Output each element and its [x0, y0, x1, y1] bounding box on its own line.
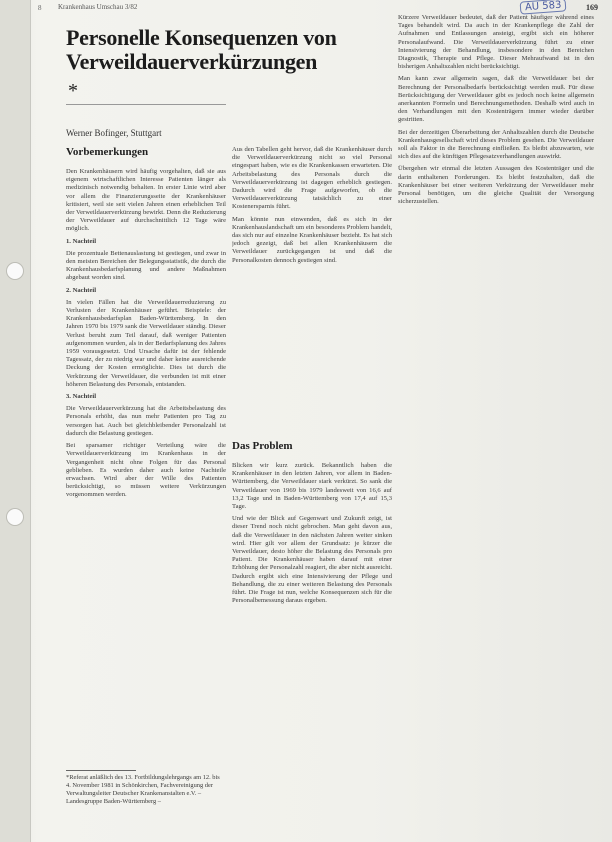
column-1: [66, 168, 226, 766]
item-2-text: In vielen Fällen hat die Verweildauerreduzierung zu Verlusten der Krankenhäuser geführt. Beispiele: der Krankenhausbedarfsplan Baden-Württemberg. In den Jahren 1970 bis 1979 sank die Verweildauer ständig. Dieser Verlust beruht zum Teil darauf, daß weniger Patienten aufgenommen wurden, als in der Bedarfsplanung des Jahres 1959 vorausgesetzt. Und Ursache dafür ist der fehlende Tagessatz, der zu niedrig war und daher keine ausreichende Deckung der Kosten ermöglichte. Dies ist durch die Verkürzung der Verweildauer, die verbunden ist mit einer höheren Belastung des Personals, entstanden.: [66, 298, 226, 388]
item-1-text: Die prozentuale Bettenauslastung ist gestiegen, und zwar in den meisten Bereichen der Belegungsstatistik, die durch die Krankenhausbedarfsplanung und andere Maßnahmen abgebaut worden sind.: [66, 249, 226, 282]
archive-stamp: AU 583: [520, 0, 567, 15]
item-3-label: 3. Nachteil: [66, 393, 97, 401]
punch-hole-bottom: [6, 508, 24, 526]
col3-paragraph-3: Bei der derzeitigen Überarbeitung der Anhaltszahlen durch die Deutsche Krankenhausgesellschaft wird dieses Problem gesehen. Die Verweildauer soll als Faktor in die Berechnung einfließen. Es bleibt abzuwarten, wie sich dies auf die künftigen Pflegesatzverhandlungen auswirkt.: [398, 128, 594, 161]
col1-paragraph-2: Bei sparsamer richtiger Verteilung wäre die Verweildauerverkürzung im Krankenhaus in der Vergangenheit nicht ohne Folgen für das Personal geblieben. Es wurden daher auch keine Nachteile erwachsen. Wird aber der Wille des Patienten berücksichtigt, so müssen weitere Verkürzungen vorgenommen werden.: [66, 442, 226, 499]
item-1-label: 1. Nachteil: [66, 237, 97, 245]
col2-paragraph-3: Blicken wir kurz zurück. Bekanntlich haben die Krankenhäuser in den letzten Jahren, vor allem in Baden-Württemberg, die Verweildauer stark verkürzt. So sank die Verweildauer von 1969 bis 1979 landesweit von 16,6 auf 13,2 Tage und in Baden-Württemberg von 17,4 auf 15,3 Tage.: [232, 462, 392, 511]
footnote-rule: [66, 770, 136, 771]
footnote: *Referat anläßlich des 13. Fortbildungslehrgangs am 12. bis 4. November 1981 in Schönkirchen, Fachvereinigung der Verwaltungsleiter Deutscher Krankenanstalten e.V. – Landesgruppe Baden-Württemberg –: [66, 774, 220, 805]
column-3: [398, 14, 594, 834]
binding-spine: [0, 0, 31, 842]
column-2-top: [232, 146, 392, 416]
col2-paragraph-1: Aus den Tabellen geht hervor, daß die Krankenhäuser durch die Verweildauerverkürzung nicht so viel Personal eingespart haben, wie es die Krankenkassen erwarteten. Die Arbeitsbelastung des Personals durch die Verweildauerverkürzung ist dagegen erheblich gestiegen. Dadurch wird die Frage aufgeworfen, ob die Verweildauerverkürzung tatsächlich zu einer Kostenersparnis führt.: [232, 146, 392, 211]
running-header: [58, 3, 143, 11]
col2-paragraph-4: Und wie der Blick auf Gegenwart und Zukunft zeigt, ist dieser Trend noch nicht gebrochen. Man geht davon aus, daß die Verweildauer in den nächsten Jahren weiter sinken wird. Hier gilt vor allem der Grundsatz: je kürzer die Verweildauer, desto höher die Belastung des Personals pro Patient. Die Krankenhäuser haben darauf mit einer Erhöhung der Personalzahl reagiert, die aber nicht ausreicht. Dadurch ergibt sich eine Intensivierung der Pflege und Behandlung, die zu einer weiteren Belastung des Personals führt. Die Frage ist nun, welche Konsequenzen sich für die Personalbemessung daraus ergeben.: [232, 515, 392, 605]
page-number: 169: [586, 3, 598, 12]
author-line: Werner Bofinger, Stuttgart: [66, 128, 162, 138]
col3-paragraph-4: Übergehen wir einmal die letzten Aussagen des Kostenträger und die darin enthaltenen Forderungen. Es bleibt festzuhalten, daß die Krankenhäuser bei einer weiteren Verkürzung der Verweildauer mehr Personal benötigen, um die gleiche Qualität der Versorgung sicherzustellen.: [398, 165, 594, 206]
section-heading-problem: Das Problem: [232, 440, 293, 452]
section-heading-vorbemerkungen: Vorbemerkungen: [66, 146, 149, 158]
item-2-label: 2. Nachteil: [66, 286, 97, 294]
article-title: Personelle Konsequenzen von Verweildauerverkürzungen: [66, 25, 337, 74]
punch-hole-top: [6, 262, 24, 280]
title-asterisk: *: [68, 80, 78, 102]
margin-tab: 8: [38, 4, 42, 12]
col1-paragraph-1: Den Krankenhäusern wird häufig vorgehalten, daß sie aus eigenem wirtschaftlichen Interesse Patienten länger als medizinisch notwendig behalten. In erster Linie wird aber vor allem die Finanzierungsseite der Krankenhäuser kritisiert, weil sie seit vielen Jahren einen erheblichen Teil der Verweildauerverkürzung bewirkt. Denn die Reduzierung der Verweildauer auf durchschnittlich 12 Tage wäre möglich.: [66, 168, 226, 233]
column-2-bottom: [232, 462, 392, 832]
title-rule: [66, 104, 226, 105]
col3-paragraph-1: Kürzere Verweildauer bedeutet, daß der Patient häufiger während eines Tages behandelt wird. Da auch in der Krankenpflege die Zahl der Aufnahmen und Entlassungen ansteigt, ergibt sich ein höherer Personalaufwand. Die Verweildauerverkürzung führt zu einer Intensivierung der Behandlung, insbesondere in den Bereichen Diagnostik, Therapie und Pflege. Dieser Mehraufwand ist in den bisherigen Anhaltszahlen nicht berücksichtigt.: [398, 14, 594, 71]
running-title: Krankenhaus Umschau 3/82: [58, 3, 138, 11]
item-3-text: Die Verweildauerverkürzung hat die Arbeitsbelastung des Personals erhöht, das nun mehr Patienten pro Tag zu versorgen hat. Auch bei gleichbleibender Personalzahl ist dadurch die Belastung gestiegen.: [66, 405, 226, 437]
col2-paragraph-2: Man könnte nun einwenden, daß es sich in der Krankenhauslandschaft um ein besonderes Problem handelt, das sich nur auf einzelne Krankenhäuser bezieht. Es hat sich jedoch gezeigt, daß bei allen Krankenhäusern die Verweildauer zurückgegangen ist und daß die Personalkosten dennoch gestiegen sind.: [232, 215, 392, 264]
col3-paragraph-2: Man kann zwar allgemein sagen, daß die Verweildauer bei der Berechnung der Personalbedarfs berücksichtigt werden muß. Für diese Berücksichtigung der Verweildauer gibt es jedoch noch keine allgemein anerkannten Formeln und Berechnungsmethoden. Deshalb wird auch in den Verhandlungen mit den Kostenträgern immer wieder darüber gestritten.: [398, 75, 594, 124]
